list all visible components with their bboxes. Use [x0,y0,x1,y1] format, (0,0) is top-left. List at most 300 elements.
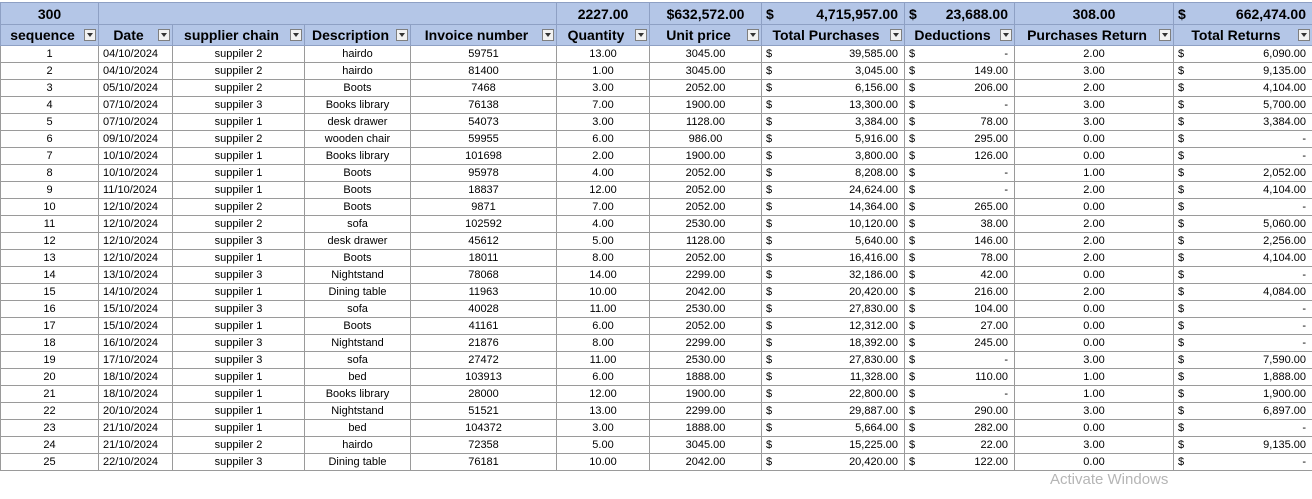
cell-invoice-number[interactable]: 76181 [411,454,557,471]
cell-deductions[interactable]: $ 216.00 [905,284,1015,301]
cell-quantity[interactable]: 10.00 [557,284,650,301]
cell-deductions[interactable]: $ 282.00 [905,420,1015,437]
cell-description[interactable]: desk drawer [305,233,411,250]
cell-quantity[interactable]: 1.00 [557,63,650,80]
header-sequence[interactable] [1,25,99,46]
cell-total-returns[interactable]: $ 7,590.00 [1174,352,1312,369]
cell-supplier-chain[interactable]: suppiler 3 [173,97,305,114]
cell-supplier-chain[interactable]: suppiler 1 [173,182,305,199]
cell-sequence[interactable]: 24 [1,437,99,454]
cell-total-returns[interactable]: $ 3,384.00 [1174,114,1312,131]
cell-sequence[interactable]: 21 [1,386,99,403]
cell-deductions[interactable]: $ 78.00 [905,250,1015,267]
cell-date[interactable]: 10/10/2024 [99,165,173,182]
cell-total-returns[interactable]: $ - [1174,199,1312,216]
cell-date[interactable]: 15/10/2024 [99,318,173,335]
cell-description[interactable]: hairdo [305,437,411,454]
cell-total-purchases[interactable]: $ 10,120.00 [762,216,905,233]
cell-invoice-number[interactable]: 40028 [411,301,557,318]
cell-total-returns[interactable]: $ 2,256.00 [1174,233,1312,250]
cell-invoice-number[interactable]: 41161 [411,318,557,335]
cell-deductions[interactable]: $ - [905,165,1015,182]
cell-total-returns[interactable]: $ 6,090.00 [1174,46,1312,63]
cell-sequence[interactable]: 2 [1,63,99,80]
cell-sequence[interactable]: 20 [1,369,99,386]
cell-unit-price[interactable]: 1888.00 [650,420,762,437]
cell-deductions[interactable]: $ 22.00 [905,437,1015,454]
cell-invoice-number[interactable]: 27472 [411,352,557,369]
cell-total-returns[interactable]: $ 1,900.00 [1174,386,1312,403]
filter-dropdown-icon[interactable] [635,29,647,41]
cell-supplier-chain[interactable]: suppiler 2 [173,80,305,97]
cell-description[interactable]: hairdo [305,63,411,80]
cell-purchases-return[interactable]: 0.00 [1015,199,1174,216]
cell-total-purchases[interactable]: $ 24,624.00 [762,182,905,199]
cell-purchases-return[interactable]: 2.00 [1015,216,1174,233]
cell-deductions[interactable]: $ 122.00 [905,454,1015,471]
cell-total-purchases[interactable]: $ 32,186.00 [762,267,905,284]
cell-invoice-number[interactable]: 21876 [411,335,557,352]
cell-total-purchases[interactable]: $ 3,384.00 [762,114,905,131]
cell-quantity[interactable]: 10.00 [557,454,650,471]
cell-quantity[interactable]: 12.00 [557,386,650,403]
cell-unit-price[interactable]: 2052.00 [650,199,762,216]
total-unit-price[interactable]: $632,572.00 [650,3,762,25]
cell-sequence[interactable]: 17 [1,318,99,335]
cell-total-returns[interactable]: $ 2,052.00 [1174,165,1312,182]
cell-supplier-chain[interactable]: suppiler 1 [173,250,305,267]
cell-quantity[interactable]: 14.00 [557,267,650,284]
cell-date[interactable]: 12/10/2024 [99,250,173,267]
cell-total-returns[interactable]: $ - [1174,301,1312,318]
cell-purchases-return[interactable]: 0.00 [1015,131,1174,148]
cell-date[interactable]: 20/10/2024 [99,403,173,420]
cell-purchases-return[interactable]: 0.00 [1015,335,1174,352]
cell-deductions[interactable]: $ 290.00 [905,403,1015,420]
cell-sequence[interactable]: 13 [1,250,99,267]
cell-total-purchases[interactable]: $ 12,312.00 [762,318,905,335]
cell-date[interactable]: 09/10/2024 [99,131,173,148]
cell-unit-price[interactable]: 1128.00 [650,233,762,250]
header-date[interactable] [99,25,173,46]
cell-deductions[interactable]: $ 27.00 [905,318,1015,335]
cell-invoice-number[interactable]: 59955 [411,131,557,148]
cell-invoice-number[interactable]: 51521 [411,403,557,420]
cell-total-purchases[interactable]: $ 3,045.00 [762,63,905,80]
cell-invoice-number[interactable]: 95978 [411,165,557,182]
cell-quantity[interactable]: 12.00 [557,182,650,199]
cell-total-purchases[interactable]: $ 6,156.00 [762,80,905,97]
filter-dropdown-icon[interactable] [290,29,302,41]
cell-unit-price[interactable]: 1128.00 [650,114,762,131]
cell-purchases-return[interactable]: 3.00 [1015,114,1174,131]
cell-supplier-chain[interactable]: suppiler 2 [173,46,305,63]
cell-deductions[interactable]: $ 104.00 [905,301,1015,318]
cell-date[interactable]: 12/10/2024 [99,233,173,250]
cell-sequence[interactable]: 19 [1,352,99,369]
cell-deductions[interactable]: $ 110.00 [905,369,1015,386]
cell-quantity[interactable]: 6.00 [557,131,650,148]
total-purchases[interactable]: $ 4,715,957.00 [762,3,905,25]
cell-quantity[interactable]: 13.00 [557,46,650,63]
header-total-purchases[interactable] [762,25,905,46]
cell-description[interactable]: Nightstand [305,335,411,352]
cell-purchases-return[interactable]: 1.00 [1015,369,1174,386]
cell-description[interactable]: Books library [305,97,411,114]
header-unit-price[interactable] [650,25,762,46]
cell-unit-price[interactable]: 2299.00 [650,267,762,284]
cell-description[interactable]: Nightstand [305,267,411,284]
cell-description[interactable]: Boots [305,199,411,216]
cell-sequence[interactable]: 11 [1,216,99,233]
cell-sequence[interactable]: 23 [1,420,99,437]
cell-total-purchases[interactable]: $ 27,830.00 [762,352,905,369]
cell-purchases-return[interactable]: 2.00 [1015,284,1174,301]
cell-date[interactable]: 17/10/2024 [99,352,173,369]
cell-supplier-chain[interactable]: suppiler 3 [173,233,305,250]
cell-total-returns[interactable]: $ 4,104.00 [1174,80,1312,97]
cell-invoice-number[interactable]: 45612 [411,233,557,250]
cell-deductions[interactable]: $ - [905,46,1015,63]
filter-dropdown-icon[interactable] [1000,29,1012,41]
cell-supplier-chain[interactable]: suppiler 1 [173,318,305,335]
cell-invoice-number[interactable]: 7468 [411,80,557,97]
filter-dropdown-icon[interactable] [1298,29,1310,41]
cell-deductions[interactable]: $ 295.00 [905,131,1015,148]
cell-deductions[interactable]: $ 78.00 [905,114,1015,131]
cell-sequence[interactable]: 8 [1,165,99,182]
cell-unit-price[interactable]: 2299.00 [650,335,762,352]
cell-total-returns[interactable]: $ 4,104.00 [1174,182,1312,199]
cell-date[interactable]: 12/10/2024 [99,199,173,216]
cell-unit-price[interactable]: 2530.00 [650,216,762,233]
cell-invoice-number[interactable]: 78068 [411,267,557,284]
filter-dropdown-icon[interactable] [158,29,170,41]
filter-dropdown-icon[interactable] [84,29,96,41]
cell-sequence[interactable]: 10 [1,199,99,216]
filter-dropdown-icon[interactable] [542,29,554,41]
cell-sequence[interactable]: 3 [1,80,99,97]
cell-purchases-return[interactable]: 1.00 [1015,165,1174,182]
cell-date[interactable]: 04/10/2024 [99,63,173,80]
cell-supplier-chain[interactable]: suppiler 3 [173,352,305,369]
cell-date[interactable]: 15/10/2024 [99,301,173,318]
cell-quantity[interactable]: 2.00 [557,148,650,165]
cell-sequence[interactable]: 5 [1,114,99,131]
cell-total-returns[interactable]: $ 5,700.00 [1174,97,1312,114]
cell-quantity[interactable]: 4.00 [557,165,650,182]
cell-quantity[interactable]: 7.00 [557,97,650,114]
cell-total-purchases[interactable]: $ 5,664.00 [762,420,905,437]
cell-unit-price[interactable]: 3045.00 [650,46,762,63]
cell-quantity[interactable]: 11.00 [557,301,650,318]
cell-description[interactable]: sofa [305,216,411,233]
cell-unit-price[interactable]: 2299.00 [650,403,762,420]
cell-quantity[interactable]: 4.00 [557,216,650,233]
filter-dropdown-icon[interactable] [747,29,759,41]
cell-total-returns[interactable]: $ - [1174,454,1312,471]
cell-sequence[interactable]: 6 [1,131,99,148]
cell-total-returns[interactable]: $ 4,084.00 [1174,284,1312,301]
cell-description[interactable]: Boots [305,318,411,335]
cell-unit-price[interactable]: 2052.00 [650,182,762,199]
cell-supplier-chain[interactable]: suppiler 2 [173,199,305,216]
cell-purchases-return[interactable]: 0.00 [1015,267,1174,284]
cell-sequence[interactable]: 4 [1,97,99,114]
cell-date[interactable]: 21/10/2024 [99,437,173,454]
cell-supplier-chain[interactable]: suppiler 2 [173,63,305,80]
cell-total-returns[interactable]: $ - [1174,318,1312,335]
cell-unit-price[interactable]: 1900.00 [650,386,762,403]
cell-total-purchases[interactable]: $ 13,300.00 [762,97,905,114]
cell-date[interactable]: 21/10/2024 [99,420,173,437]
cell-supplier-chain[interactable]: suppiler 1 [173,403,305,420]
cell-total-purchases[interactable]: $ 14,364.00 [762,199,905,216]
cell-date[interactable]: 13/10/2024 [99,267,173,284]
cell-total-purchases[interactable]: $ 20,420.00 [762,454,905,471]
cell-total-returns[interactable]: $ - [1174,131,1312,148]
total-returns[interactable]: $ 662,474.00 [1174,3,1312,25]
cell-sequence[interactable]: 1 [1,46,99,63]
cell-invoice-number[interactable]: 54073 [411,114,557,131]
cell-purchases-return[interactable]: 0.00 [1015,148,1174,165]
cell-supplier-chain[interactable]: suppiler 1 [173,386,305,403]
cell-description[interactable]: bed [305,420,411,437]
cell-description[interactable]: Books library [305,148,411,165]
cell-description[interactable]: Boots [305,165,411,182]
cell-sequence[interactable]: 22 [1,403,99,420]
cell-purchases-return[interactable]: 1.00 [1015,386,1174,403]
cell-quantity[interactable]: 3.00 [557,80,650,97]
cell-supplier-chain[interactable]: suppiler 1 [173,114,305,131]
cell-total-returns[interactable]: $ 5,060.00 [1174,216,1312,233]
cell-unit-price[interactable]: 3045.00 [650,437,762,454]
cell-unit-price[interactable]: 3045.00 [650,63,762,80]
header-deductions[interactable] [905,25,1015,46]
cell-purchases-return[interactable]: 2.00 [1015,182,1174,199]
cell-total-purchases[interactable]: $ 20,420.00 [762,284,905,301]
cell-total-purchases[interactable]: $ 3,800.00 [762,148,905,165]
cell-date[interactable]: 16/10/2024 [99,335,173,352]
cell-supplier-chain[interactable]: suppiler 1 [173,284,305,301]
cell-total-purchases[interactable]: $ 15,225.00 [762,437,905,454]
cell-unit-price[interactable]: 1900.00 [650,97,762,114]
cell-date[interactable]: 05/10/2024 [99,80,173,97]
cell-unit-price[interactable]: 2052.00 [650,165,762,182]
cell-quantity[interactable]: 7.00 [557,199,650,216]
cell-supplier-chain[interactable]: suppiler 1 [173,420,305,437]
cell-date[interactable]: 22/10/2024 [99,454,173,471]
cell-date[interactable]: 11/10/2024 [99,182,173,199]
cell-date[interactable]: 14/10/2024 [99,284,173,301]
cell-purchases-return[interactable]: 2.00 [1015,80,1174,97]
cell-supplier-chain[interactable]: suppiler 2 [173,216,305,233]
cell-sequence[interactable]: 15 [1,284,99,301]
cell-quantity[interactable]: 13.00 [557,403,650,420]
cell-sequence[interactable]: 18 [1,335,99,352]
cell-deductions[interactable]: $ - [905,352,1015,369]
cell-total-returns[interactable]: $ - [1174,420,1312,437]
cell-invoice-number[interactable]: 59751 [411,46,557,63]
filter-dropdown-icon[interactable] [396,29,408,41]
cell-description[interactable]: Boots [305,80,411,97]
header-purchases-return[interactable] [1015,25,1174,46]
cell-supplier-chain[interactable]: suppiler 3 [173,454,305,471]
header-quantity[interactable] [557,25,650,46]
cell-purchases-return[interactable]: 2.00 [1015,233,1174,250]
cell-total-purchases[interactable]: $ 5,916.00 [762,131,905,148]
cell-unit-price[interactable]: 2052.00 [650,318,762,335]
cell-supplier-chain[interactable]: suppiler 3 [173,335,305,352]
cell-description[interactable]: Dining table [305,284,411,301]
cell-total-returns[interactable]: $ - [1174,148,1312,165]
header-supplier-chain[interactable] [173,25,305,46]
cell-quantity[interactable]: 5.00 [557,437,650,454]
cell-invoice-number[interactable]: 9871 [411,199,557,216]
cell-deductions[interactable]: $ 149.00 [905,63,1015,80]
cell-date[interactable]: 18/10/2024 [99,386,173,403]
total-purchases-return[interactable]: 308.00 [1015,3,1174,25]
cell-description[interactable]: hairdo [305,46,411,63]
cell-date[interactable]: 07/10/2024 [99,97,173,114]
cell-description[interactable]: sofa [305,301,411,318]
cell-total-purchases[interactable]: $ 29,887.00 [762,403,905,420]
cell-total-purchases[interactable]: $ 8,208.00 [762,165,905,182]
cell-purchases-return[interactable]: 0.00 [1015,318,1174,335]
cell-invoice-number[interactable]: 11963 [411,284,557,301]
cell-sequence[interactable]: 9 [1,182,99,199]
cell-deductions[interactable]: $ 206.00 [905,80,1015,97]
cell-purchases-return[interactable]: 0.00 [1015,301,1174,318]
cell-unit-price[interactable]: 1888.00 [650,369,762,386]
cell-supplier-chain[interactable]: suppiler 1 [173,369,305,386]
cell-date[interactable]: 10/10/2024 [99,148,173,165]
cell-total-returns[interactable]: $ 9,135.00 [1174,63,1312,80]
cell-total-purchases[interactable]: $ 16,416.00 [762,250,905,267]
cell-total-purchases[interactable]: $ 11,328.00 [762,369,905,386]
cell-sequence[interactable]: 14 [1,267,99,284]
cell-purchases-return[interactable]: 0.00 [1015,420,1174,437]
cell-invoice-number[interactable]: 102592 [411,216,557,233]
cell-invoice-number[interactable]: 28000 [411,386,557,403]
cell-deductions[interactable]: $ 146.00 [905,233,1015,250]
cell-unit-price[interactable]: 2042.00 [650,284,762,301]
cell-total-returns[interactable]: $ - [1174,335,1312,352]
cell-quantity[interactable]: 6.00 [557,318,650,335]
cell-total-returns[interactable]: $ 1,888.00 [1174,369,1312,386]
cell-description[interactable]: Nightstand [305,403,411,420]
cell-total-purchases[interactable]: $ 5,640.00 [762,233,905,250]
cell-total-purchases[interactable]: $ 18,392.00 [762,335,905,352]
cell-unit-price[interactable]: 2530.00 [650,352,762,369]
cell-invoice-number[interactable]: 72358 [411,437,557,454]
header-invoice-number[interactable] [411,25,557,46]
cell-purchases-return[interactable]: 3.00 [1015,352,1174,369]
cell-description[interactable]: sofa [305,352,411,369]
cell-purchases-return[interactable]: 2.00 [1015,46,1174,63]
cell-unit-price[interactable]: 2052.00 [650,80,762,97]
cell-deductions[interactable]: $ 245.00 [905,335,1015,352]
cell-invoice-number[interactable]: 101698 [411,148,557,165]
cell-total-purchases[interactable]: $ 39,585.00 [762,46,905,63]
cell-deductions[interactable]: $ - [905,386,1015,403]
header-description[interactable] [305,25,411,46]
header-total-returns[interactable] [1174,25,1312,46]
cell-sequence[interactable]: 12 [1,233,99,250]
cell-unit-price[interactable]: 1900.00 [650,148,762,165]
cell-unit-price[interactable]: 986.00 [650,131,762,148]
cell-quantity[interactable]: 8.00 [557,335,650,352]
cell-description[interactable]: Dining table [305,454,411,471]
cell-total-returns[interactable]: $ - [1174,267,1312,284]
cell-deductions[interactable]: $ 265.00 [905,199,1015,216]
cell-purchases-return[interactable]: 3.00 [1015,403,1174,420]
cell-deductions[interactable]: $ - [905,97,1015,114]
cell-purchases-return[interactable]: 3.00 [1015,437,1174,454]
cell-unit-price[interactable]: 2042.00 [650,454,762,471]
cell-unit-price[interactable]: 2052.00 [650,250,762,267]
cell-description[interactable]: bed [305,369,411,386]
cell-supplier-chain[interactable]: suppiler 3 [173,267,305,284]
cell-purchases-return[interactable]: 3.00 [1015,63,1174,80]
cell-supplier-chain[interactable]: suppiler 2 [173,437,305,454]
cell-description[interactable]: wooden chair [305,131,411,148]
cell-sequence[interactable]: 25 [1,454,99,471]
cell-purchases-return[interactable]: 2.00 [1015,250,1174,267]
totals-spacer[interactable] [99,3,557,25]
cell-description[interactable]: Books library [305,386,411,403]
cell-date[interactable]: 12/10/2024 [99,216,173,233]
cell-quantity[interactable]: 8.00 [557,250,650,267]
total-deductions[interactable]: $ 23,688.00 [905,3,1015,25]
cell-quantity[interactable]: 5.00 [557,233,650,250]
filter-dropdown-icon[interactable] [890,29,902,41]
cell-deductions[interactable]: $ - [905,182,1015,199]
cell-quantity[interactable]: 6.00 [557,369,650,386]
cell-total-purchases[interactable]: $ 22,800.00 [762,386,905,403]
cell-description[interactable]: Boots [305,250,411,267]
cell-supplier-chain[interactable]: suppiler 2 [173,131,305,148]
cell-deductions[interactable]: $ 126.00 [905,148,1015,165]
cell-unit-price[interactable]: 2530.00 [650,301,762,318]
cell-invoice-number[interactable]: 18837 [411,182,557,199]
cell-purchases-return[interactable]: 3.00 [1015,97,1174,114]
cell-sequence[interactable]: 7 [1,148,99,165]
cell-description[interactable]: Boots [305,182,411,199]
cell-total-purchases[interactable]: $ 27,830.00 [762,301,905,318]
cell-deductions[interactable]: $ 38.00 [905,216,1015,233]
cell-quantity[interactable]: 3.00 [557,420,650,437]
cell-date[interactable]: 18/10/2024 [99,369,173,386]
cell-total-returns[interactable]: $ 6,897.00 [1174,403,1312,420]
filter-dropdown-icon[interactable] [1159,29,1171,41]
cell-description[interactable]: desk drawer [305,114,411,131]
cell-quantity[interactable]: 11.00 [557,352,650,369]
total-sequence[interactable]: 300 [1,3,99,25]
cell-supplier-chain[interactable]: suppiler 3 [173,301,305,318]
cell-purchases-return[interactable]: 0.00 [1015,454,1174,471]
cell-supplier-chain[interactable]: suppiler 1 [173,148,305,165]
cell-invoice-number[interactable]: 103913 [411,369,557,386]
cell-invoice-number[interactable]: 104372 [411,420,557,437]
cell-supplier-chain[interactable]: suppiler 1 [173,165,305,182]
total-quantity[interactable]: 2227.00 [557,3,650,25]
cell-invoice-number[interactable]: 76138 [411,97,557,114]
cell-total-returns[interactable]: $ 9,135.00 [1174,437,1312,454]
cell-deductions[interactable]: $ 42.00 [905,267,1015,284]
cell-total-returns[interactable]: $ 4,104.00 [1174,250,1312,267]
cell-invoice-number[interactable]: 18011 [411,250,557,267]
